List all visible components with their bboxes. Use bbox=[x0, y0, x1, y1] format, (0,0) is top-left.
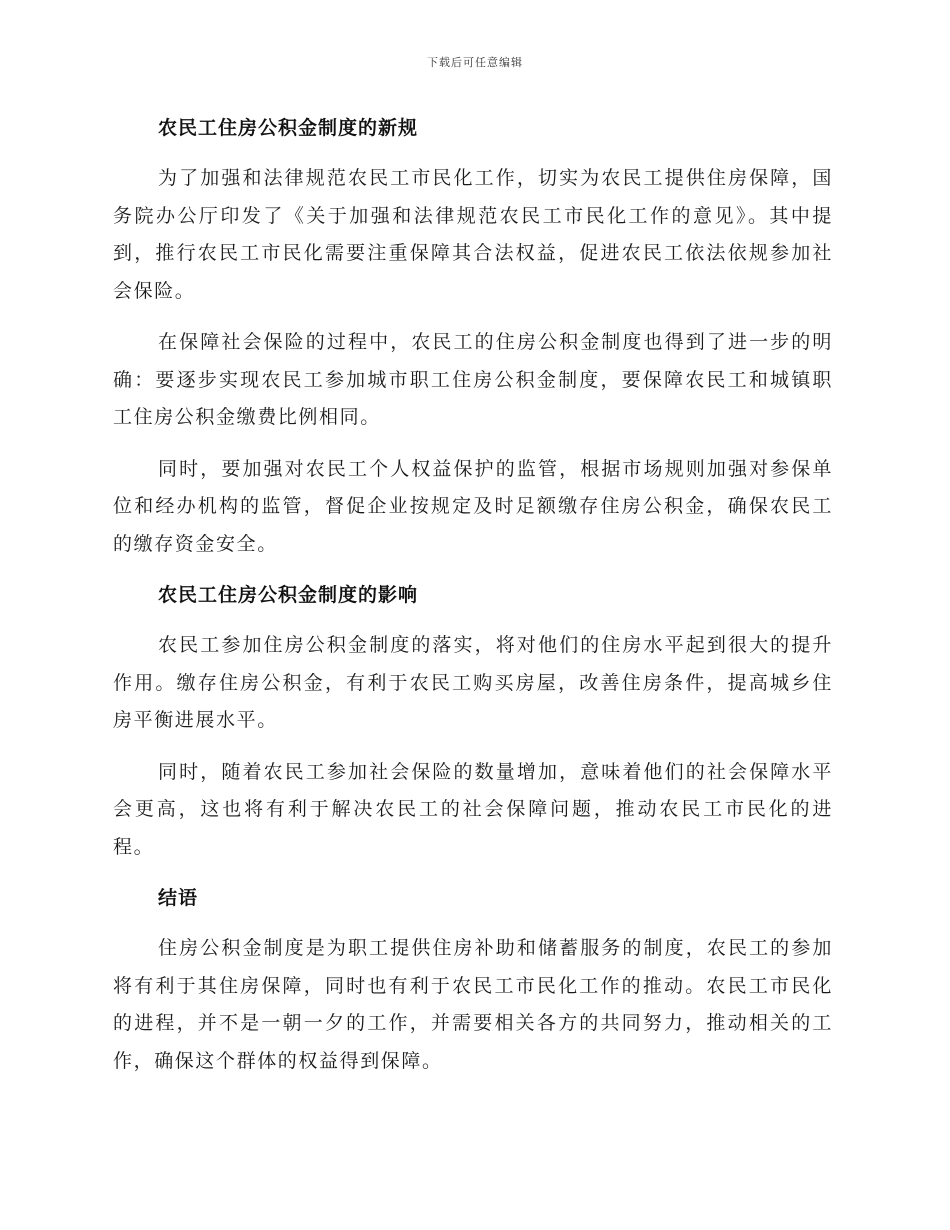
document-body bbox=[113, 110, 833, 1094]
section-impact bbox=[113, 577, 833, 866]
section-conclusion bbox=[113, 880, 833, 1080]
section-heading: 结语 bbox=[158, 887, 199, 909]
paragraph: 同时，要加强对农民工个人权益保护的监管，根据市场规则加强对参保单位和经办机构的监管，督促企业按规定及时足额缴存住房公积金，确保农民工的缴存资金安全。 bbox=[113, 457, 833, 555]
paragraph: 为了加强和法律规范农民工市民化工作，切实为农民工提供住房保障，国务院办公厅印发了《关于加强和法律规范农民工市民化工作的意见》。其中提到，推行农民工市民化需要注重保障其合法权益，促进农民工依法依规参加社会保险。 bbox=[113, 167, 833, 302]
section-heading: 农民工住房公积金制度的影响 bbox=[158, 584, 419, 606]
paragraph: 在保障社会保险的过程中，农民工的住房公积金制度也得到了进一步的明确：要逐步实现农民工参加城市职工住房公积金制度，要保障农民工和城镇职工住房公积金缴费比例相同。 bbox=[113, 331, 833, 428]
section-new-rules bbox=[113, 110, 833, 563]
paragraph: 农民工参加住房公积金制度的落实，将对他们的住房水平起到很大的提升作用。缴存住房公积金，有利于农民工购买房屋，改善住房条件，提高城乡住房平衡进展水平。 bbox=[113, 634, 833, 731]
paragraph: 住房公积金制度是为职工提供住房补助和储蓄服务的制度，农民工的参加将有利于其住房保障，同时也有利于农民工市民化工作的推动。农民工市民化的进程，并不是一朝一夕的工作，并需要相关各方的共同努力，推动相关的工作，确保这个群体的权益得到保障。 bbox=[113, 937, 833, 1072]
section-heading: 农民工住房公积金制度的新规 bbox=[158, 117, 419, 139]
page-header-note: 下载后可任意编辑 bbox=[427, 56, 523, 69]
paragraph: 同时，随着农民工参加社会保险的数量增加，意味着他们的社会保障水平会更高，这也将有利于解决农民工的社会保障问题，推动农民工市民化的进程。 bbox=[113, 760, 833, 858]
